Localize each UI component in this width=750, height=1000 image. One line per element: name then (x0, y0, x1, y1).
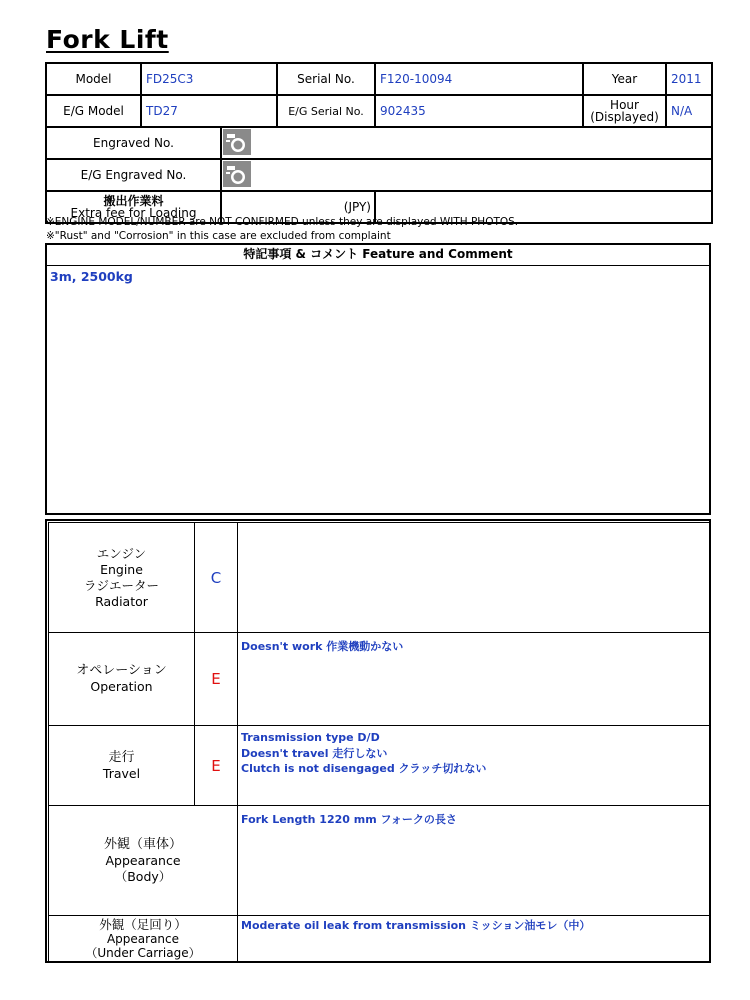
travel-category (49, 726, 195, 806)
year-label: Year (583, 63, 666, 95)
eg-engraved-label: E/G Engraved No. (46, 159, 221, 191)
note-rust-exclusion: ※"Rust" and "Corrosion" in this case are excluded from complaint (46, 230, 391, 242)
year-value: 2011 (666, 63, 712, 95)
feature-heading: 特記事項 & コメント Feature and Comment (47, 245, 709, 266)
operation-grade: E (195, 633, 238, 726)
eg-serial-label: E/G Serial No. (277, 95, 375, 127)
appearance-under-en: Appearance (106, 931, 180, 946)
travel-comment-line: Clutch is not disengaged クラッチ切れない (241, 762, 487, 775)
appearance-body-category (49, 806, 238, 916)
inspection-table (48, 522, 710, 962)
feature-comment-box (45, 243, 711, 515)
engine-category (49, 523, 195, 633)
travel-comment-line: Doesn't travel 走行しない (241, 746, 388, 760)
inspection-row-appearance-body (49, 806, 710, 916)
engine-grade: C (195, 523, 238, 633)
appearance-under-comment-line: Moderate oil leak from transmission ミッション油モレ（中） (241, 919, 591, 932)
appearance-under-category (49, 916, 238, 962)
eg-model-label: E/G Model (46, 95, 141, 127)
operation-en: Operation (90, 679, 153, 694)
hour-value: N/A (666, 95, 712, 127)
hour-label (583, 95, 666, 127)
appearance-body-sub: （Body） (114, 868, 172, 884)
appearance-body-comment (238, 806, 710, 916)
extra-fee-currency: (JPY) (221, 191, 375, 223)
hour-label-line2: (Displayed) (590, 110, 659, 124)
operation-comment (238, 633, 710, 726)
operation-category (49, 633, 195, 726)
appearance-under-jp: 外観（足回り） (99, 916, 187, 932)
camera-icon[interactable] (223, 161, 251, 190)
engraved-label: Engraved No. (46, 127, 221, 159)
eg-engraved-value (221, 159, 712, 191)
travel-comment-line: Transmission type D/D (241, 731, 380, 744)
inspection-row-engine (49, 523, 710, 633)
appearance-body-jp: 外観（車体） (103, 836, 182, 852)
inspection-panel (45, 519, 711, 963)
eg-model-value: TD27 (141, 95, 277, 127)
radiator-en: Radiator (95, 593, 148, 609)
engine-en: Engine (100, 561, 143, 577)
serial-value: F120-10094 (375, 63, 583, 95)
operation-comment-line: Doesn't work 作業機動かない (241, 640, 404, 653)
model-value: FD25C3 (141, 63, 277, 95)
engine-jp: エンジン (96, 545, 147, 561)
operation-jp: オペレーション (76, 663, 167, 678)
travel-en: Travel (102, 765, 141, 781)
appearance-body-comment-line: Fork Length 1220 mm フォークの長さ (241, 813, 457, 826)
travel-jp: 走行 (108, 749, 135, 765)
travel-comment (238, 726, 710, 806)
appearance-under-comment (238, 916, 710, 962)
feature-text: 3m, 2500kg (50, 269, 133, 284)
appearance-under-sub: （Under Carriage） (85, 945, 201, 960)
eg-serial-value: 902435 (375, 95, 583, 127)
info-table (45, 62, 713, 224)
hour-label-line1: Hour (610, 98, 639, 112)
camera-icon[interactable] (223, 129, 251, 158)
appearance-body-en: Appearance (105, 852, 181, 868)
inspection-row-appearance-under (49, 916, 710, 962)
serial-label: Serial No. (277, 63, 375, 95)
model-label: Model (46, 63, 141, 95)
page-title: Fork Lift (46, 25, 169, 54)
inspection-row-operation (49, 633, 710, 726)
extra-fee-label-en: Extra fee for Loading (70, 206, 197, 220)
engraved-value (221, 127, 712, 159)
engine-comment (238, 523, 710, 633)
travel-grade: E (195, 726, 238, 806)
inspection-row-travel (49, 726, 710, 806)
extra-fee-label-jp: 搬出作業料 (103, 194, 164, 208)
note-engine-confirm: ※ENGINE MODEL/NUMBER are NOT CONFIRMED unless they are displayed WITH PHOTOS. (46, 216, 519, 228)
radiator-jp: ラジエーター (83, 577, 159, 593)
